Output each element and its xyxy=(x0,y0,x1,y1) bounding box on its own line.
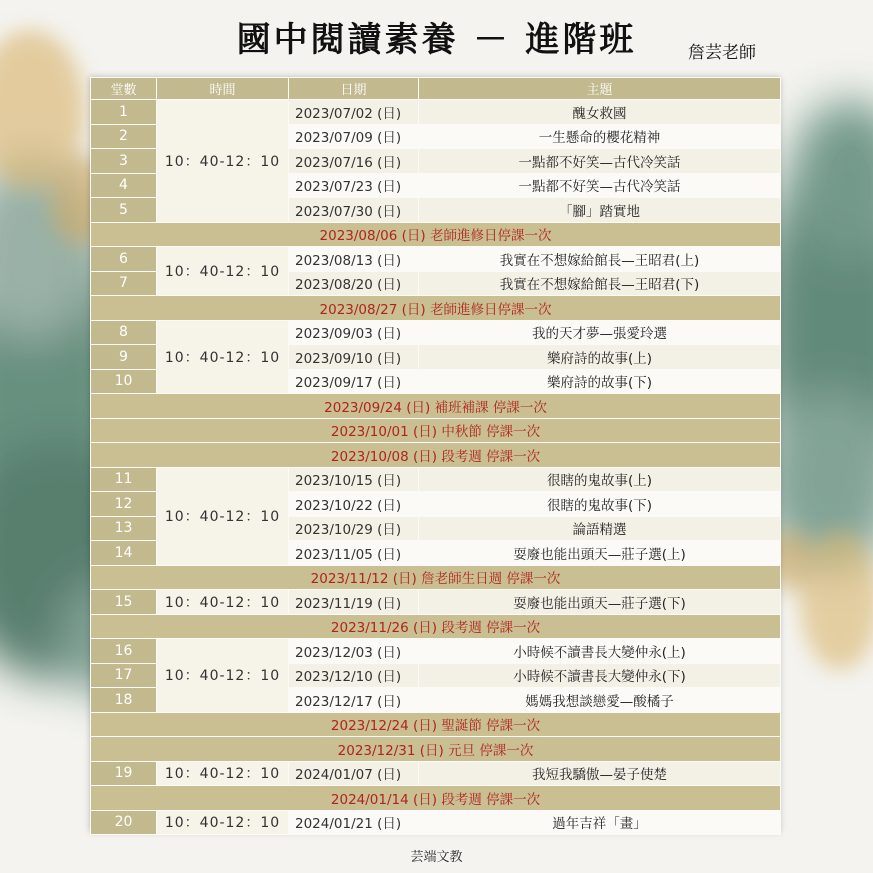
lesson-topic: 耍廢也能出頭天—莊子選(上) xyxy=(419,541,781,566)
table-row xyxy=(91,810,781,835)
table-body xyxy=(91,100,781,835)
lesson-time: 10：40-12：10 xyxy=(157,639,289,713)
table-row xyxy=(91,467,781,492)
table-row xyxy=(91,590,781,615)
lesson-time: 10：40-12：10 xyxy=(157,247,289,296)
lesson-number: 5 xyxy=(91,198,157,223)
lesson-number: 3 xyxy=(91,149,157,174)
notice-text: 2023/11/12 (日) 詹老師生日週 停課一次 xyxy=(91,565,781,590)
lesson-date: 2023/12/03 (日) xyxy=(289,639,419,664)
lesson-topic: 小時候不讀書長大變仲永(上) xyxy=(419,639,781,664)
notice-row xyxy=(91,786,781,811)
lesson-number: 18 xyxy=(91,688,157,713)
lesson-number: 9 xyxy=(91,345,157,370)
notice-row xyxy=(91,614,781,639)
header-topic: 主題 xyxy=(419,78,781,100)
lesson-topic: 小時候不讀書長大變仲永(下) xyxy=(419,663,781,688)
notice-row xyxy=(91,443,781,468)
lesson-number: 13 xyxy=(91,516,157,541)
notice-text: 2023/12/31 (日) 元旦 停課一次 xyxy=(91,737,781,762)
lesson-date: 2023/12/17 (日) xyxy=(289,688,419,713)
notice-text: 2023/10/01 (日) 中秋節 停課一次 xyxy=(91,418,781,443)
notice-row xyxy=(91,565,781,590)
lesson-topic: 我實在不想嫁給館長—王昭君(上) xyxy=(419,247,781,272)
lesson-time: 10：40-12：10 xyxy=(157,320,289,394)
lesson-topic: 一點都不好笑—古代冷笑話 xyxy=(419,173,781,198)
lesson-date: 2023/07/30 (日) xyxy=(289,198,419,223)
lesson-topic: 過年吉祥「畫」 xyxy=(419,810,781,835)
lesson-topic: 我實在不想嫁給館長—王昭君(下) xyxy=(419,271,781,296)
lesson-date: 2023/08/13 (日) xyxy=(289,247,419,272)
lesson-date: 2023/11/05 (日) xyxy=(289,541,419,566)
notice-row xyxy=(91,418,781,443)
lesson-number: 16 xyxy=(91,639,157,664)
notice-text: 2023/09/24 (日) 補班補課 停課一次 xyxy=(91,394,781,419)
table-header-row xyxy=(91,78,781,100)
lesson-number: 6 xyxy=(91,247,157,272)
lesson-topic: 樂府詩的故事(上) xyxy=(419,345,781,370)
lesson-date: 2023/12/10 (日) xyxy=(289,663,419,688)
footer-brand: 芸端文教 xyxy=(410,850,463,865)
lesson-topic: 我的天才夢—張愛玲選 xyxy=(419,320,781,345)
table-row xyxy=(91,761,781,786)
lesson-date: 2023/07/02 (日) xyxy=(289,100,419,125)
lesson-topic: 樂府詩的故事(下) xyxy=(419,369,781,394)
lesson-number: 1 xyxy=(91,100,157,125)
header-date: 日期 xyxy=(289,78,419,100)
lesson-date: 2023/07/09 (日) xyxy=(289,124,419,149)
lesson-topic: 很瞎的鬼故事(上) xyxy=(419,467,781,492)
lesson-number: 19 xyxy=(91,761,157,786)
lesson-topic: 我短我驕傲—晏子使楚 xyxy=(419,761,781,786)
lesson-date: 2023/10/22 (日) xyxy=(289,492,419,517)
lesson-topic: 「腳」踏實地 xyxy=(419,198,781,223)
lesson-date: 2023/08/20 (日) xyxy=(289,271,419,296)
notice-text: 2024/01/14 (日) 段考週 停課一次 xyxy=(91,786,781,811)
table-row xyxy=(91,247,781,272)
lesson-time: 10：40-12：10 xyxy=(157,467,289,565)
notice-text: 2023/08/27 (日) 老師進修日停課一次 xyxy=(91,296,781,321)
notice-row xyxy=(91,222,781,247)
lesson-topic: 醜女救國 xyxy=(419,100,781,125)
teacher-name: 詹芸老師 xyxy=(688,43,756,63)
lesson-date: 2023/09/17 (日) xyxy=(289,369,419,394)
lesson-time: 10：40-12：10 xyxy=(157,810,289,835)
lesson-date: 2023/10/29 (日) xyxy=(289,516,419,541)
header-time: 時間 xyxy=(157,78,289,100)
lesson-date: 2023/07/23 (日) xyxy=(289,173,419,198)
lesson-number: 2 xyxy=(91,124,157,149)
lesson-date: 2023/09/10 (日) xyxy=(289,345,419,370)
table-row xyxy=(91,320,781,345)
lesson-date: 2024/01/07 (日) xyxy=(289,761,419,786)
lesson-number: 11 xyxy=(91,467,157,492)
notice-row xyxy=(91,712,781,737)
lesson-time: 10：40-12：10 xyxy=(157,590,289,615)
lesson-date: 2023/10/15 (日) xyxy=(289,467,419,492)
lesson-number: 20 xyxy=(91,810,157,835)
lesson-number: 15 xyxy=(91,590,157,615)
lesson-date: 2024/01/21 (日) xyxy=(289,810,419,835)
lesson-topic: 媽媽我想談戀愛—酸橘子 xyxy=(419,688,781,713)
schedule-table-container xyxy=(90,77,780,832)
lesson-number: 8 xyxy=(91,320,157,345)
notice-text: 2023/08/06 (日) 老師進修日停課一次 xyxy=(91,222,781,247)
lesson-number: 12 xyxy=(91,492,157,517)
notice-row xyxy=(91,737,781,762)
lesson-number: 10 xyxy=(91,369,157,394)
notice-text: 2023/10/08 (日) 段考週 停課一次 xyxy=(91,443,781,468)
lesson-date: 2023/11/19 (日) xyxy=(289,590,419,615)
header-num: 堂數 xyxy=(91,78,157,100)
lesson-number: 14 xyxy=(91,541,157,566)
lesson-date: 2023/09/03 (日) xyxy=(289,320,419,345)
lesson-number: 17 xyxy=(91,663,157,688)
table-row xyxy=(91,639,781,664)
lesson-topic: 耍廢也能出頭天—莊子選(下) xyxy=(419,590,781,615)
table-row xyxy=(91,100,781,125)
lesson-topic: 很瞎的鬼故事(下) xyxy=(419,492,781,517)
notice-text: 2023/12/24 (日) 聖誕節 停課一次 xyxy=(91,712,781,737)
lesson-topic: 一生懸命的櫻花精神 xyxy=(419,124,781,149)
lesson-time: 10：40-12：10 xyxy=(157,761,289,786)
page-title: 國中閱讀素養 － 進階班 xyxy=(236,20,637,60)
schedule-table xyxy=(90,77,781,835)
lesson-number: 7 xyxy=(91,271,157,296)
lesson-topic: 一點都不好笑—古代冷笑話 xyxy=(419,149,781,174)
lesson-time: 10：40-12：10 xyxy=(157,100,289,223)
notice-text: 2023/11/26 (日) 段考週 停課一次 xyxy=(91,614,781,639)
lesson-date: 2023/07/16 (日) xyxy=(289,149,419,174)
notice-row xyxy=(91,296,781,321)
lesson-topic: 論語精選 xyxy=(419,516,781,541)
lesson-number: 4 xyxy=(91,173,157,198)
notice-row xyxy=(91,394,781,419)
